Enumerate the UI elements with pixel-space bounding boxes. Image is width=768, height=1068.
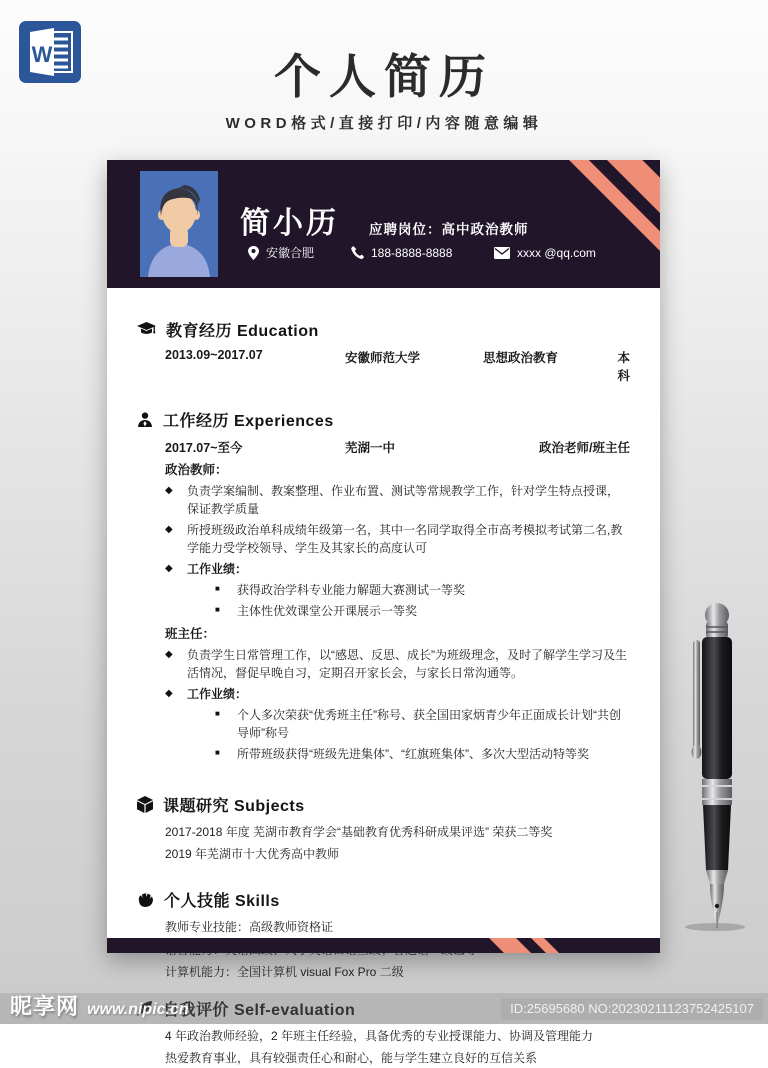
diamond-bullet-icon: ◆ xyxy=(165,649,173,661)
bullet-text: 所授班级政治单科成绩年级第一名，其中一名同学取得全市高考模拟考试第二名,教学能力受学校领导、学生及其家长的高度认可 xyxy=(187,523,623,556)
subjects-heading xyxy=(137,793,630,816)
contact-row xyxy=(248,244,643,261)
site-logo xyxy=(10,990,189,1021)
contact-email xyxy=(494,246,596,260)
achievement-item xyxy=(165,581,630,599)
square-bullet-icon: ■ xyxy=(215,708,220,718)
education-row xyxy=(165,348,630,384)
achievement-item xyxy=(165,745,630,763)
bullet-item xyxy=(165,646,630,682)
skills-line: 计算机能力：全国计算机 visual Fox Pro 二级 xyxy=(165,964,404,979)
location-text: 安徽合肥 xyxy=(266,246,315,260)
education-heading xyxy=(137,318,630,341)
role-label-teacher: 政治教师： xyxy=(165,463,228,477)
section-experience xyxy=(137,408,630,763)
achievement-text: 所带班级获得“班级先进集体”、“红旗班集体”、多次大型活动特等奖 xyxy=(237,746,589,761)
bullet-item xyxy=(165,521,630,557)
edu-period: 2013.09~2017.07 xyxy=(165,348,263,362)
footer-stripe-wide xyxy=(484,938,537,953)
contact-phone xyxy=(351,246,494,260)
applied-position: 应聘岗位：高中政治教师 xyxy=(369,222,529,237)
subjects-line: 2019 年芜湖市十大优秀高中教师 xyxy=(165,847,340,862)
achievement-item xyxy=(165,706,630,742)
email-text: xxxx @qq.com xyxy=(517,245,596,260)
square-bullet-icon: ■ xyxy=(215,747,220,757)
section-subjects xyxy=(137,793,630,864)
subjects-line: 2017-2018 年度 芜湖市教育学会“基础教育优秀科研成果评选” 荣获二等奖 xyxy=(165,825,553,840)
achievements-label xyxy=(165,685,630,703)
edu-school: 安徽师范大学 xyxy=(345,351,421,365)
avatar xyxy=(140,171,218,277)
exp-period: 2017.07~至今 xyxy=(165,441,243,455)
banner-title: 个人简历 xyxy=(274,50,494,103)
fountain-pen xyxy=(666,600,760,932)
square-bullet-icon: ■ xyxy=(215,604,220,614)
diamond-bullet-icon: ◆ xyxy=(165,688,173,700)
phone-text: 188-8888-8888 xyxy=(371,245,453,260)
achievements-label xyxy=(165,560,630,578)
experience-heading xyxy=(137,408,630,431)
exp-role: 政治老师/班主任 xyxy=(539,441,630,455)
banner-subtitle: WORD格式/直接打印/内容随意编辑 xyxy=(225,115,543,132)
bullet-text: 负责学生日常管理工作，以“感恩、反思、成长”为班级理念，及时了解学生学习及生活情况，督促早晚自习，定期召开家长会，与家长日常沟通等。 xyxy=(187,648,627,681)
achievement-item xyxy=(165,602,630,620)
diamond-bullet-icon: ◆ xyxy=(165,563,173,575)
hand-icon xyxy=(137,892,154,908)
site-name: 昵享网 xyxy=(10,994,80,1019)
section-skills xyxy=(137,888,630,981)
section-title: 个人技能 Skills xyxy=(164,893,280,911)
section-education xyxy=(137,318,630,384)
bullet-text: 负责学案编制、教案整理、作业布置、测试等常规教学工作，针对学生特点授课，保证教学质量 xyxy=(187,484,620,517)
cube-icon xyxy=(137,796,153,813)
image-id-badge: ID:25695680 NO:20230211123752425107 xyxy=(501,998,763,1020)
bullet-item xyxy=(165,482,630,518)
resume-body xyxy=(107,318,660,1068)
bullet-text: 工作业绩： xyxy=(187,687,248,702)
achievement-text: 主体性优效课堂公开课展示一等奖 xyxy=(237,603,418,618)
section-title: 教育经历 Education xyxy=(166,323,319,340)
bullet-text: 工作业绩： xyxy=(187,562,248,577)
section-title: 自我评价 Self-evaluation xyxy=(163,1001,356,1019)
achievement-text: 获得政治学科专业能力解题大赛测试一等奖 xyxy=(237,582,466,597)
section-title: 工作经历 Experiences xyxy=(163,413,334,430)
phone-icon xyxy=(351,246,364,259)
diamond-bullet-icon: ◆ xyxy=(165,524,173,536)
square-bullet-icon: ■ xyxy=(215,583,220,593)
banner xyxy=(0,0,768,160)
exp-company: 芜湖一中 xyxy=(345,441,396,455)
graduation-cap-icon xyxy=(137,322,156,337)
evaluation-line: 4 年政治教师经验，2 年班主任经验，具备优秀的专业授课能力、协调及管理能力 xyxy=(165,1028,594,1043)
site-url: www.nipic.cn xyxy=(87,1001,189,1018)
edu-degree: 本科 xyxy=(617,351,630,383)
evaluation-line: 热爱教育事业，具有较强责任心和耐心，能与学生建立良好的互信关系 xyxy=(165,1050,538,1065)
person-icon xyxy=(137,412,153,428)
envelope-icon xyxy=(494,247,510,259)
skills-heading xyxy=(137,888,630,911)
achievement-text: 个人多次荣获“优秀班主任”称号、获全国田家炳青少年正面成长计划“共创导师”称号 xyxy=(237,707,621,741)
section-title: 课题研究 Subjects xyxy=(163,798,305,816)
diamond-bullet-icon: ◆ xyxy=(165,485,173,497)
page-footer-bar xyxy=(107,938,660,953)
resume-header xyxy=(107,160,660,288)
skills-line: 教师专业技能：高级教师资格证 xyxy=(165,920,334,935)
experience-row xyxy=(165,438,630,456)
role-label-head-teacher: 班主任： xyxy=(165,626,216,641)
contact-location xyxy=(248,244,351,261)
svg-text:W: W xyxy=(31,42,53,67)
edu-major: 思想政治教育 xyxy=(483,351,559,365)
person-name: 简小历 xyxy=(240,207,339,240)
footer-stripe-narrow xyxy=(526,938,565,953)
location-pin-icon xyxy=(248,246,259,260)
watermark-strip xyxy=(0,993,768,1024)
